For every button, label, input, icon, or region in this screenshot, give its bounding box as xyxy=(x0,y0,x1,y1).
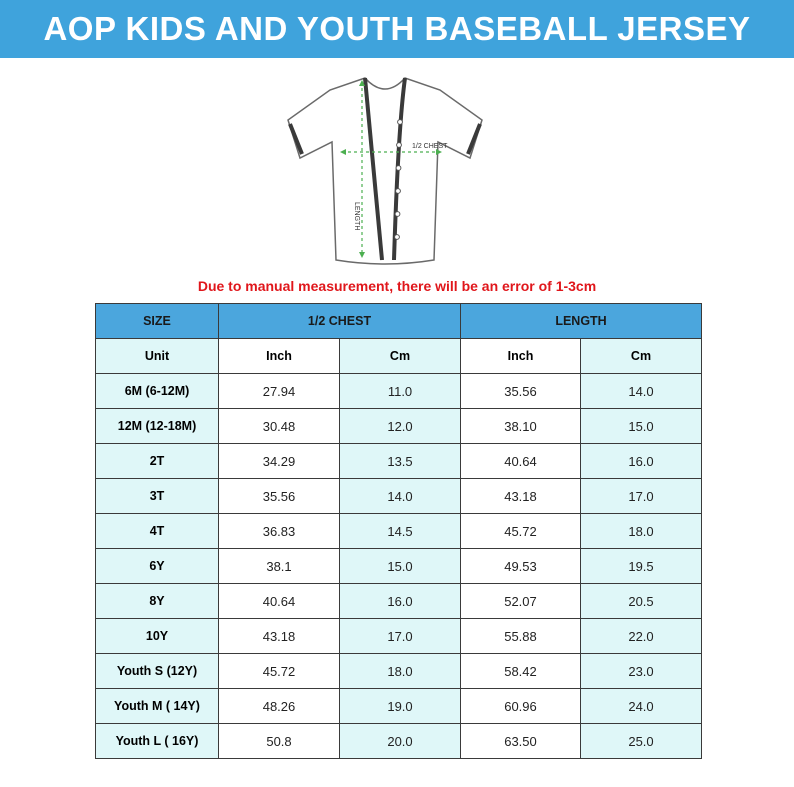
size-cell: 3T xyxy=(96,479,219,514)
size-cell: Youth M ( 14Y) xyxy=(96,689,219,724)
table-row xyxy=(96,654,702,689)
size-cell: 8Y xyxy=(96,584,219,619)
chest-inch-cell: 30.48 xyxy=(219,409,340,444)
header-size: SIZE xyxy=(96,304,219,339)
table-row xyxy=(96,409,702,444)
table-row xyxy=(96,619,702,654)
jersey-outline xyxy=(288,78,482,264)
length-inch-cell: 45.72 xyxy=(461,514,581,549)
chest-cm-cell: 12.0 xyxy=(340,409,461,444)
chest-inch-cell: 48.26 xyxy=(219,689,340,724)
size-cell: 6M (6-12M) xyxy=(96,374,219,409)
chest-inch-cell: 27.94 xyxy=(219,374,340,409)
size-cell: 12M (12-18M) xyxy=(96,409,219,444)
length-cm-cell: 17.0 xyxy=(581,479,702,514)
length-inch-cell: 63.50 xyxy=(461,724,581,759)
chest-cm-cell: 14.5 xyxy=(340,514,461,549)
length-inch-cell: 40.64 xyxy=(461,444,581,479)
length-cm-cell: 22.0 xyxy=(581,619,702,654)
length-inch-cell: 35.56 xyxy=(461,374,581,409)
chest-cm-cell: 20.0 xyxy=(340,724,461,759)
table-row xyxy=(96,444,702,479)
unit-label: Unit xyxy=(96,339,219,374)
table-row xyxy=(96,689,702,724)
chest-cm-cell: 18.0 xyxy=(340,654,461,689)
chest-inch-cell: 36.83 xyxy=(219,514,340,549)
chest-inch-cell: 38.1 xyxy=(219,549,340,584)
length-cm-cell: 16.0 xyxy=(581,444,702,479)
table-header-row xyxy=(96,304,702,339)
jersey-diagram xyxy=(270,70,500,275)
length-inch-cell: 38.10 xyxy=(461,409,581,444)
length-cm-cell: 24.0 xyxy=(581,689,702,724)
size-cell: Youth S (12Y) xyxy=(96,654,219,689)
chest-cm-cell: 16.0 xyxy=(340,584,461,619)
table-row xyxy=(96,514,702,549)
length-cm-cell: 23.0 xyxy=(581,654,702,689)
length-inch-cell: 55.88 xyxy=(461,619,581,654)
page-title: AOP KIDS AND YOUTH BASEBALL JERSEY xyxy=(43,10,751,47)
length-cm-cell: 25.0 xyxy=(581,724,702,759)
size-cell: Youth L ( 16Y) xyxy=(96,724,219,759)
title-banner xyxy=(0,0,794,58)
chest-inch-cell: 50.8 xyxy=(219,724,340,759)
chest-cm-cell: 11.0 xyxy=(340,374,461,409)
table-row xyxy=(96,724,702,759)
length-cm-cell: 14.0 xyxy=(581,374,702,409)
chest-inch-cell: 45.72 xyxy=(219,654,340,689)
length-label: LENGTH xyxy=(353,202,360,231)
header-length: LENGTH xyxy=(461,304,702,339)
table-row xyxy=(96,549,702,584)
size-cell: 4T xyxy=(96,514,219,549)
unit-row xyxy=(96,339,702,374)
chest-inch-cell: 35.56 xyxy=(219,479,340,514)
chest-label: 1/2 CHEST xyxy=(412,143,448,150)
length-inch-cell: 43.18 xyxy=(461,479,581,514)
chest-cm-cell: 17.0 xyxy=(340,619,461,654)
length-cm-cell: 19.5 xyxy=(581,549,702,584)
table-row xyxy=(96,584,702,619)
chest-inch-cell: 40.64 xyxy=(219,584,340,619)
chest-cm-cell: 19.0 xyxy=(340,689,461,724)
chest-cm-cell: 15.0 xyxy=(340,549,461,584)
table-row xyxy=(96,479,702,514)
measurement-note: Due to manual measurement, there will be an error of 1-3cm xyxy=(197,278,597,294)
chest-inch-cell: 43.18 xyxy=(219,619,340,654)
length-inch-cell: 60.96 xyxy=(461,689,581,724)
length-cm-cell: 20.5 xyxy=(581,584,702,619)
size-cell: 10Y xyxy=(96,619,219,654)
header-chest: 1/2 CHEST xyxy=(219,304,461,339)
unit-chest-cm: Cm xyxy=(340,339,461,374)
unit-length-inch: Inch xyxy=(461,339,581,374)
unit-chest-inch: Inch xyxy=(219,339,340,374)
length-cm-cell: 18.0 xyxy=(581,514,702,549)
size-cell: 2T xyxy=(96,444,219,479)
length-inch-cell: 58.42 xyxy=(461,654,581,689)
length-inch-cell: 49.53 xyxy=(461,549,581,584)
chest-cm-cell: 13.5 xyxy=(340,444,461,479)
table-row xyxy=(96,374,702,409)
length-cm-cell: 15.0 xyxy=(581,409,702,444)
length-inch-cell: 52.07 xyxy=(461,584,581,619)
size-cell: 6Y xyxy=(96,549,219,584)
unit-length-cm: Cm xyxy=(581,339,702,374)
chest-cm-cell: 14.0 xyxy=(340,479,461,514)
size-chart-table xyxy=(95,303,702,759)
chest-inch-cell: 34.29 xyxy=(219,444,340,479)
